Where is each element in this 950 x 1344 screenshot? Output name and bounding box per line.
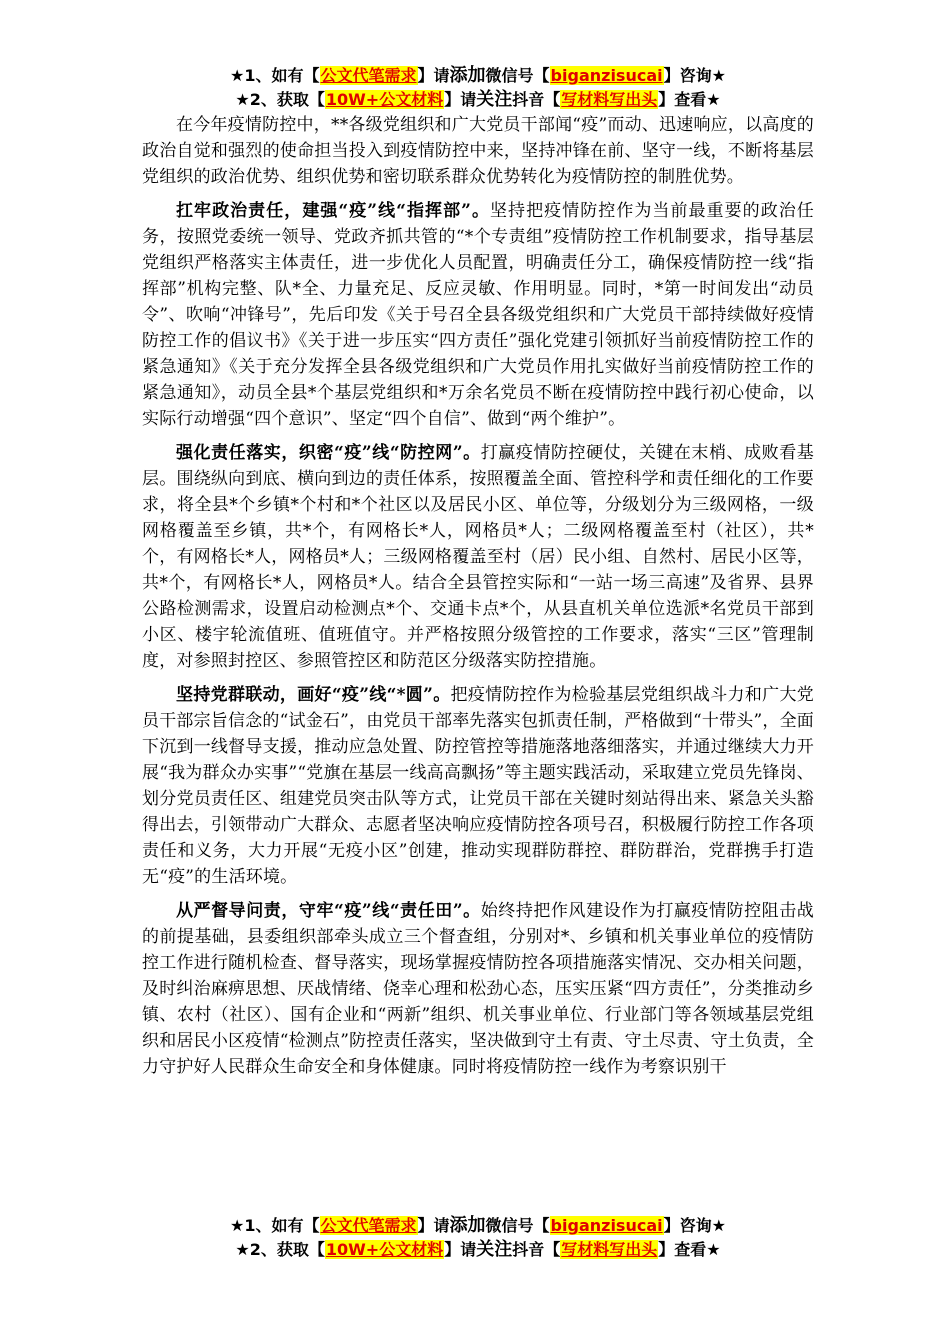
section-heading: 扛牢政治责任，建强“疫”线“指挥部”。 xyxy=(176,201,490,221)
section-paragraph xyxy=(142,898,814,1080)
banner-highlight: 10W+公文材料 xyxy=(325,1240,444,1259)
header-banner xyxy=(142,64,814,112)
section-text: 始终持把作风建设作为打赢疫情防控阻击战的前提基础，县委组织部牵头成立三个督查组，分别对*、乡镇和机关事业单位的疫情防控工作进行随机检查、督导落实，现场掌握疫情防控各项措施落实情况、交办相关问题，及时纠治麻痹思想、厌战情绪、侥幸心理和松劲心态，压实压紧“四方责任”，分类推动乡镇、农村（社区）、国有企业和“两新”组织、机关事业单位、行业部门等各领域基层党组织和居民小区疫情“检测点”防控责任落实，坚决做到守土有责、守土尽责、守土负责，全力守护好人民群众生命安全和身体健康。同时将疫情防控一线作为考察识别干 xyxy=(142,901,814,1077)
banner-highlight: 10W+公文材料 xyxy=(325,90,444,109)
banner-text: 】请 xyxy=(417,1216,450,1235)
banner-highlight: 写材料写出头 xyxy=(561,1240,658,1259)
section-heading: 强化责任落实，织密“疫”线“防控网”。 xyxy=(176,443,481,463)
banner-text: 】咨询★ xyxy=(663,66,726,85)
banner-text: ★2、获取【 xyxy=(235,1240,325,1259)
banner-text: 抖音【 xyxy=(512,90,561,109)
banner-emphasis: 关注 xyxy=(476,89,513,110)
banner-text: 】请 xyxy=(444,1240,477,1259)
footer-banner xyxy=(142,1214,814,1262)
section-text: 打赢疫情防控硬仗，关键在末梢、成败看基层。围绕纵向到底、横向到边的责任体系，按照覆盖全面、管控科学和责任细化的工作要求，将全县*个乡镇*个村和*个社区以及居民小区、单位等，分级划分为三级网格，一级网格覆盖至乡镇，共*个，有网格长*人，网格员*人；二级网格覆盖至村（社区），共*个，有网格长*人，网格员*人；三级网格覆盖至村（居）民小组、自然村、居民小区等，共*个，有网格长*人，网格员*人。结合全县管控实际和“一站一场三高速”及省界、县界公路检测需求，设置启动检测点*个、交通卡点*个，从县直机关单位选派*名党员干部到小区、楼宇轮流值班、值班值守。并严格按照分级管控的工作要求，落实“三区”管理制度，对参照封控区、参照管控区和防范区分级落实防控措施。 xyxy=(142,443,814,671)
document-page xyxy=(142,64,814,1080)
banner-line-2 xyxy=(142,1238,814,1262)
banner-text: 】请 xyxy=(417,66,450,85)
banner-emphasis: 关注 xyxy=(476,1239,513,1260)
banner-highlight: 公文代笔需求 xyxy=(320,66,417,85)
section-text: 把疫情防控作为检验基层党组织战斗力和广大党员干部宗旨信念的“试金石”，由党员干部率先落实包抓责任制，严格做到“十带头”，全面下沉到一线督导支援，推动应急处置、防控管控等措施落地落细落实，并通过继续大力开展“我为群众办实事”“党旗在基层一线高高飘扬”等主题实践活动，采取建立党员先锋岗、划分党员责任区、组建党员突击队等方式，让党员干部在关键时刻站得出来、紧急关头豁得出去，引领带动广大群众、志愿者坚决响应疫情防控各项号召，积极履行防控工作各项责任和义务，大力开展“无疫小区”创建，推动实现群防群控、群防群治，党群携手打造无“疫”的生活环境。 xyxy=(142,685,814,887)
banner-text: ★1、如有【 xyxy=(230,1216,320,1235)
banner-highlight: biganzisucai xyxy=(550,66,663,85)
section-heading: 坚持党群联动，画好“疫”线“*圆”。 xyxy=(176,685,451,705)
banner-highlight: 公文代笔需求 xyxy=(320,1216,417,1235)
banner-text: 】查看★ xyxy=(658,90,721,109)
banner-emphasis: 添加 xyxy=(449,65,486,86)
banner-line-2 xyxy=(142,88,814,112)
banner-line-1 xyxy=(142,64,814,88)
banner-emphasis: 添加 xyxy=(449,1215,486,1236)
section-paragraph xyxy=(142,440,814,674)
banner-text: 】查看★ xyxy=(658,1240,721,1259)
banner-highlight: 写材料写出头 xyxy=(561,90,658,109)
section-paragraph xyxy=(142,682,814,890)
banner-text: 抖音【 xyxy=(512,1240,561,1259)
banner-text: 】请 xyxy=(444,90,477,109)
banner-text: 】咨询★ xyxy=(663,1216,726,1235)
banner-text: ★1、如有【 xyxy=(230,66,320,85)
section-text: 坚持把疫情防控作为当前最重要的政治任务，按照党委统一领导、党政齐抓共管的“*个专责组”疫情防控工作机制要求，指导基层党组织严格落实主体责任，进一步优化人员配置，明确责任分工，确保疫情防控一线“指挥部”机构完整、队*全、力量充足、反应灵敏、作用明显。同时，*第一时间发出“动员令”、吹响“冲锋号”，先后印发《关于号召全县各级党组织和广大党员干部持续做好疫情防控工作的倡议书》《关于进一步压实“四方责任”强化党建引领抓好当前疫情防控工作的紧急通知》《关于充分发挥全县各级党组织和广大党员作用扎实做好当前疫情防控工作的紧急通知》，动员全县*个基层党组织和*万余名党员不断在疫情防控中践行初心使命，以实际行动增强“四个意识”、坚定“四个自信”、做到“两个维护”。 xyxy=(142,201,814,429)
banner-text: ★2、获取【 xyxy=(235,90,325,109)
article-body xyxy=(142,112,814,1080)
section-paragraph xyxy=(142,198,814,432)
banner-line-1 xyxy=(142,1214,814,1238)
banner-text: 微信号【 xyxy=(485,66,550,85)
section-heading: 从严督导问责，守牢“疫”线“责任田”。 xyxy=(176,901,481,921)
intro-paragraph: 在今年疫情防控中，**各级党组织和广大党员干部闻“疫”而动、迅速响应，以高度的政治自觉和强烈的使命担当投入到疫情防控中来，坚持冲锋在前、坚守一线，不断将基层党组织的政治优势、组织优势和密切联系群众优势转化为疫情防控的制胜优势。 xyxy=(142,115,814,187)
banner-highlight: biganzisucai xyxy=(550,1216,663,1235)
banner-text: 微信号【 xyxy=(485,1216,550,1235)
